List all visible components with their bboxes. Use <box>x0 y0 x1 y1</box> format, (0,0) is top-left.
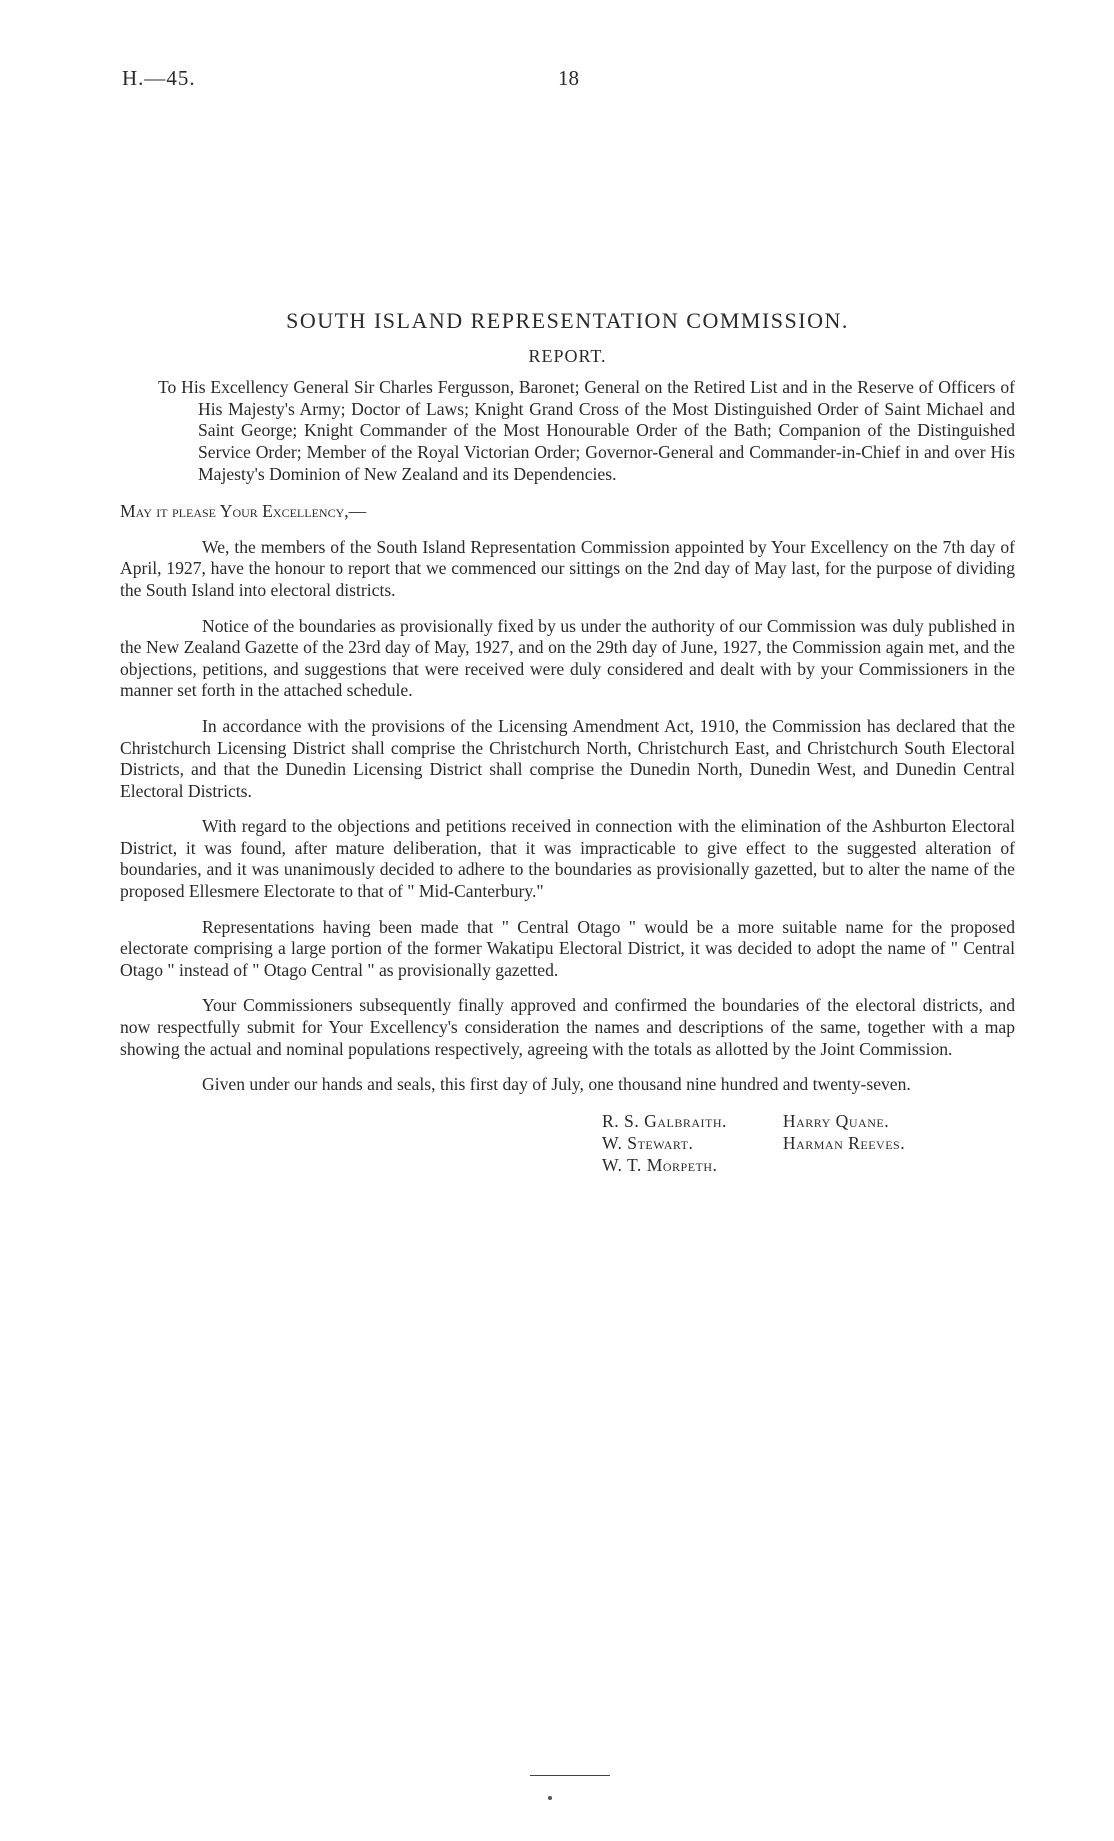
paragraph-central-otago: Representations having been made that " Central Otago " would be a more suitable name for the proposed electorate comprising a large portion of the former Wakatipu Electoral District, it was decided to adopt the name of " Central Otago " instead of " Otago Central " as provisionally gazetted. <box>120 916 1015 980</box>
signatory: Harry Quane. <box>782 1110 890 1131</box>
paragraph-notice: Notice of the boundaries as provisionally fixed by us under the authority of our Commission was duly published in the New Zealand Gazette of the 23rd day of May, 1927, and on the 29th day of June, 1927, the Commission again met, and the objections, petitions, and suggestions that were received were duly considered and dealt with by your Commissioners in the manner set forth in the attached schedule. <box>120 615 1015 701</box>
document-reference: H.—45. <box>122 66 196 90</box>
page-header <box>122 66 1024 96</box>
signature-block <box>602 1110 1015 1176</box>
paragraph-approval: Your Commissioners subsequently finally approved and confirmed the boundaries of the electoral districts, and now respectfully submit for Your Excellency's consideration the names and descriptions of the same, together with a map showing the actual and nominal populations respectively, agreeing with the totals as allotted by the Joint Commission. <box>120 995 1015 1059</box>
signatory: W. T. Morpeth. <box>602 1154 718 1175</box>
page-number: 18 <box>558 66 579 90</box>
print-speck <box>548 1796 552 1800</box>
report-title: SOUTH ISLAND REPRESENTATION COMMISSION. <box>286 308 849 333</box>
closing-rule <box>530 1775 610 1776</box>
signatory: Harman Reeves. <box>782 1132 906 1153</box>
signature-column-right <box>783 1110 905 1176</box>
report-subtitle: REPORT. <box>528 345 607 366</box>
report-body <box>120 310 1015 1176</box>
signatory: R. S. Galbraith. <box>602 1110 727 1131</box>
signatory: W. Stewart. <box>602 1132 694 1153</box>
paragraph-ashburton: With regard to the objections and petitions received in connection with the elimination of the Ashburton Electoral District, it was found, after mature deliberation, that it was impracticable to give effect to the suggested alteration of boundaries, and it was unanimously decided to adhere to the boundaries as provisionally gazetted, but to alter the name of the proposed Ellesmere Electorate to that of " Mid-Canterbury." <box>120 816 1015 902</box>
address-block: To His Excellency General Sir Charles Fergusson, Baronet; General on the Retired List and in the Reserve of Officers of His Majesty's Army; Doctor of Laws; Knight Grand Cross of the Most Distinguished Order of Saint Michael and Saint George; Knight Commander of the Most Honourable Order of the Bath; Companion of the Distinguished Service Order; Member of the Royal Victorian Order; Governor-General and Commander-in-Chief in and over His Majesty's Dominion of New Zealand and its Dependencies. <box>158 377 1015 484</box>
given-under-hands: Given under our hands and seals, this first day of July, one thousand nine hundred and twenty-seven. <box>202 1074 911 1095</box>
paragraph-appointment: We, the members of the South Island Representation Commission appointed by Your Excellency on the 7th day of April, 1927, have the honour to report that we commenced our sittings on the 2nd day of May last, for the purpose of dividing the South Island into electoral districts. <box>120 536 1015 600</box>
paragraph-licensing: In accordance with the provisions of the Licensing Amendment Act, 1910, the Commission has declared that the Christchurch Licensing District shall comprise the Christchurch North, Christchurch East, and Christchurch South Electoral Districts, and that the Dunedin Licensing District shall comprise the Dunedin North, Dunedin West, and Dunedin Central Electoral Districts. <box>120 715 1015 801</box>
salutation: May it please Your Excellency,— <box>120 501 367 522</box>
signature-column-left <box>602 1110 727 1176</box>
